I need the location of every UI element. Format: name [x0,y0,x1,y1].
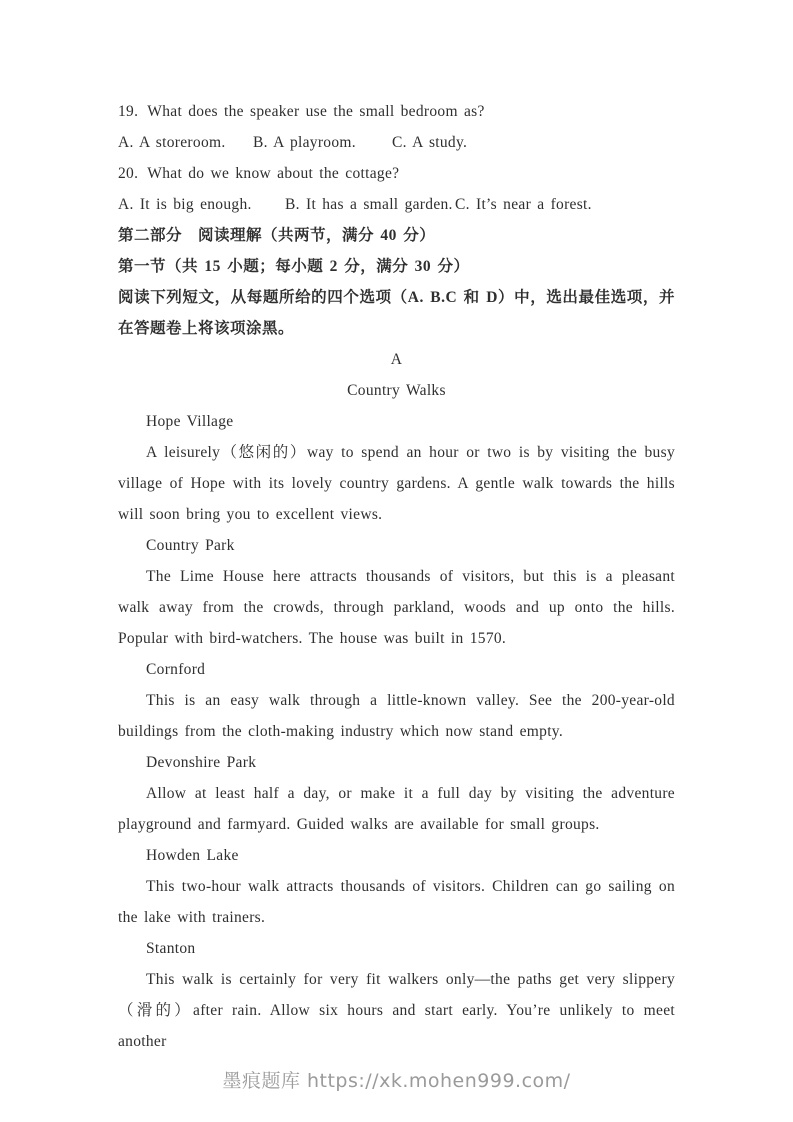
question-20-number: 20. [118,165,139,182]
entry-body-cornford: This is an easy walk through a little-known valley. See the 200-year-old buildings from the cloth-making industry which now stand empty. [118,692,675,740]
document-body [118,96,675,1057]
section1-heading: 第一节（共 15 小题；每小题 2 分，满分 30 分） [118,258,470,275]
option-20-c: C. It’s near a forest. [455,196,592,213]
exam-page [118,96,675,1057]
passage-title: Country Walks [347,382,446,399]
question-20-options [118,189,675,220]
section-instructions: 阅读下列短文，从每题所给的四个选项（A. B.C 和 D）中，选出最佳选项，并在答题卷上将该项涂黑。 [118,289,675,337]
entry-heading-country-park: Country Park [146,537,235,554]
entry-body-country-park: The Lime House here attracts thousands of visitors, but this is a pleasant walk away from the crowds, through parkland, woods and up onto the hills. Popular with bird-watchers. The house was built in 1570. [118,568,675,647]
option-19-b: B. A playroom. [253,134,356,151]
question-19 [118,96,675,127]
question-20-text: What do we know about the cottage? [147,165,400,182]
question-19-text: What does the speaker use the small bedroom as? [147,103,485,120]
option-20-a: A. It is big enough. [118,196,252,213]
entry-body-stanton: This walk is certainly for very fit walkers only—the paths get very slippery（滑的）after rain. Allow six hours and start early. You’re unlikely to meet another [118,971,675,1050]
question-20 [118,158,675,189]
entry-body-hope-village: A leisurely（悠闲的）way to spend an hour or two is by visiting the busy village of Hope with its lovely country gardens. A gentle walk towards the hills will soon bring you to excellent views. [118,444,675,523]
entry-body-howden-lake: This two-hour walk attracts thousands of visitors. Children can go sailing on the lake with trainers. [118,878,675,926]
entry-heading-howden-lake: Howden Lake [146,847,239,864]
option-20-b: B. It has a small garden. [285,196,453,213]
entry-heading-stanton: Stanton [146,940,196,957]
passage-label: A [390,351,403,368]
question-19-number: 19. [118,103,139,120]
entry-heading-devonshire-park: Devonshire Park [146,754,257,771]
option-19-c: C. A study. [392,134,468,151]
entry-body-devonshire-park: Allow at least half a day, or make it a full day by visiting the adventure playground and farmyard. Guided walks are available for small groups. [118,785,675,833]
part2-heading: 第二部分 阅读理解（共两节，满分 40 分） [118,227,436,244]
entry-heading-hope-village: Hope Village [146,413,234,430]
question-19-options [118,127,675,158]
option-19-a: A. A storeroom. [118,134,226,151]
watermark-footer: 墨痕题库 https://xk.mohen999.com/ [222,1070,571,1092]
entry-heading-cornford: Cornford [146,661,206,678]
